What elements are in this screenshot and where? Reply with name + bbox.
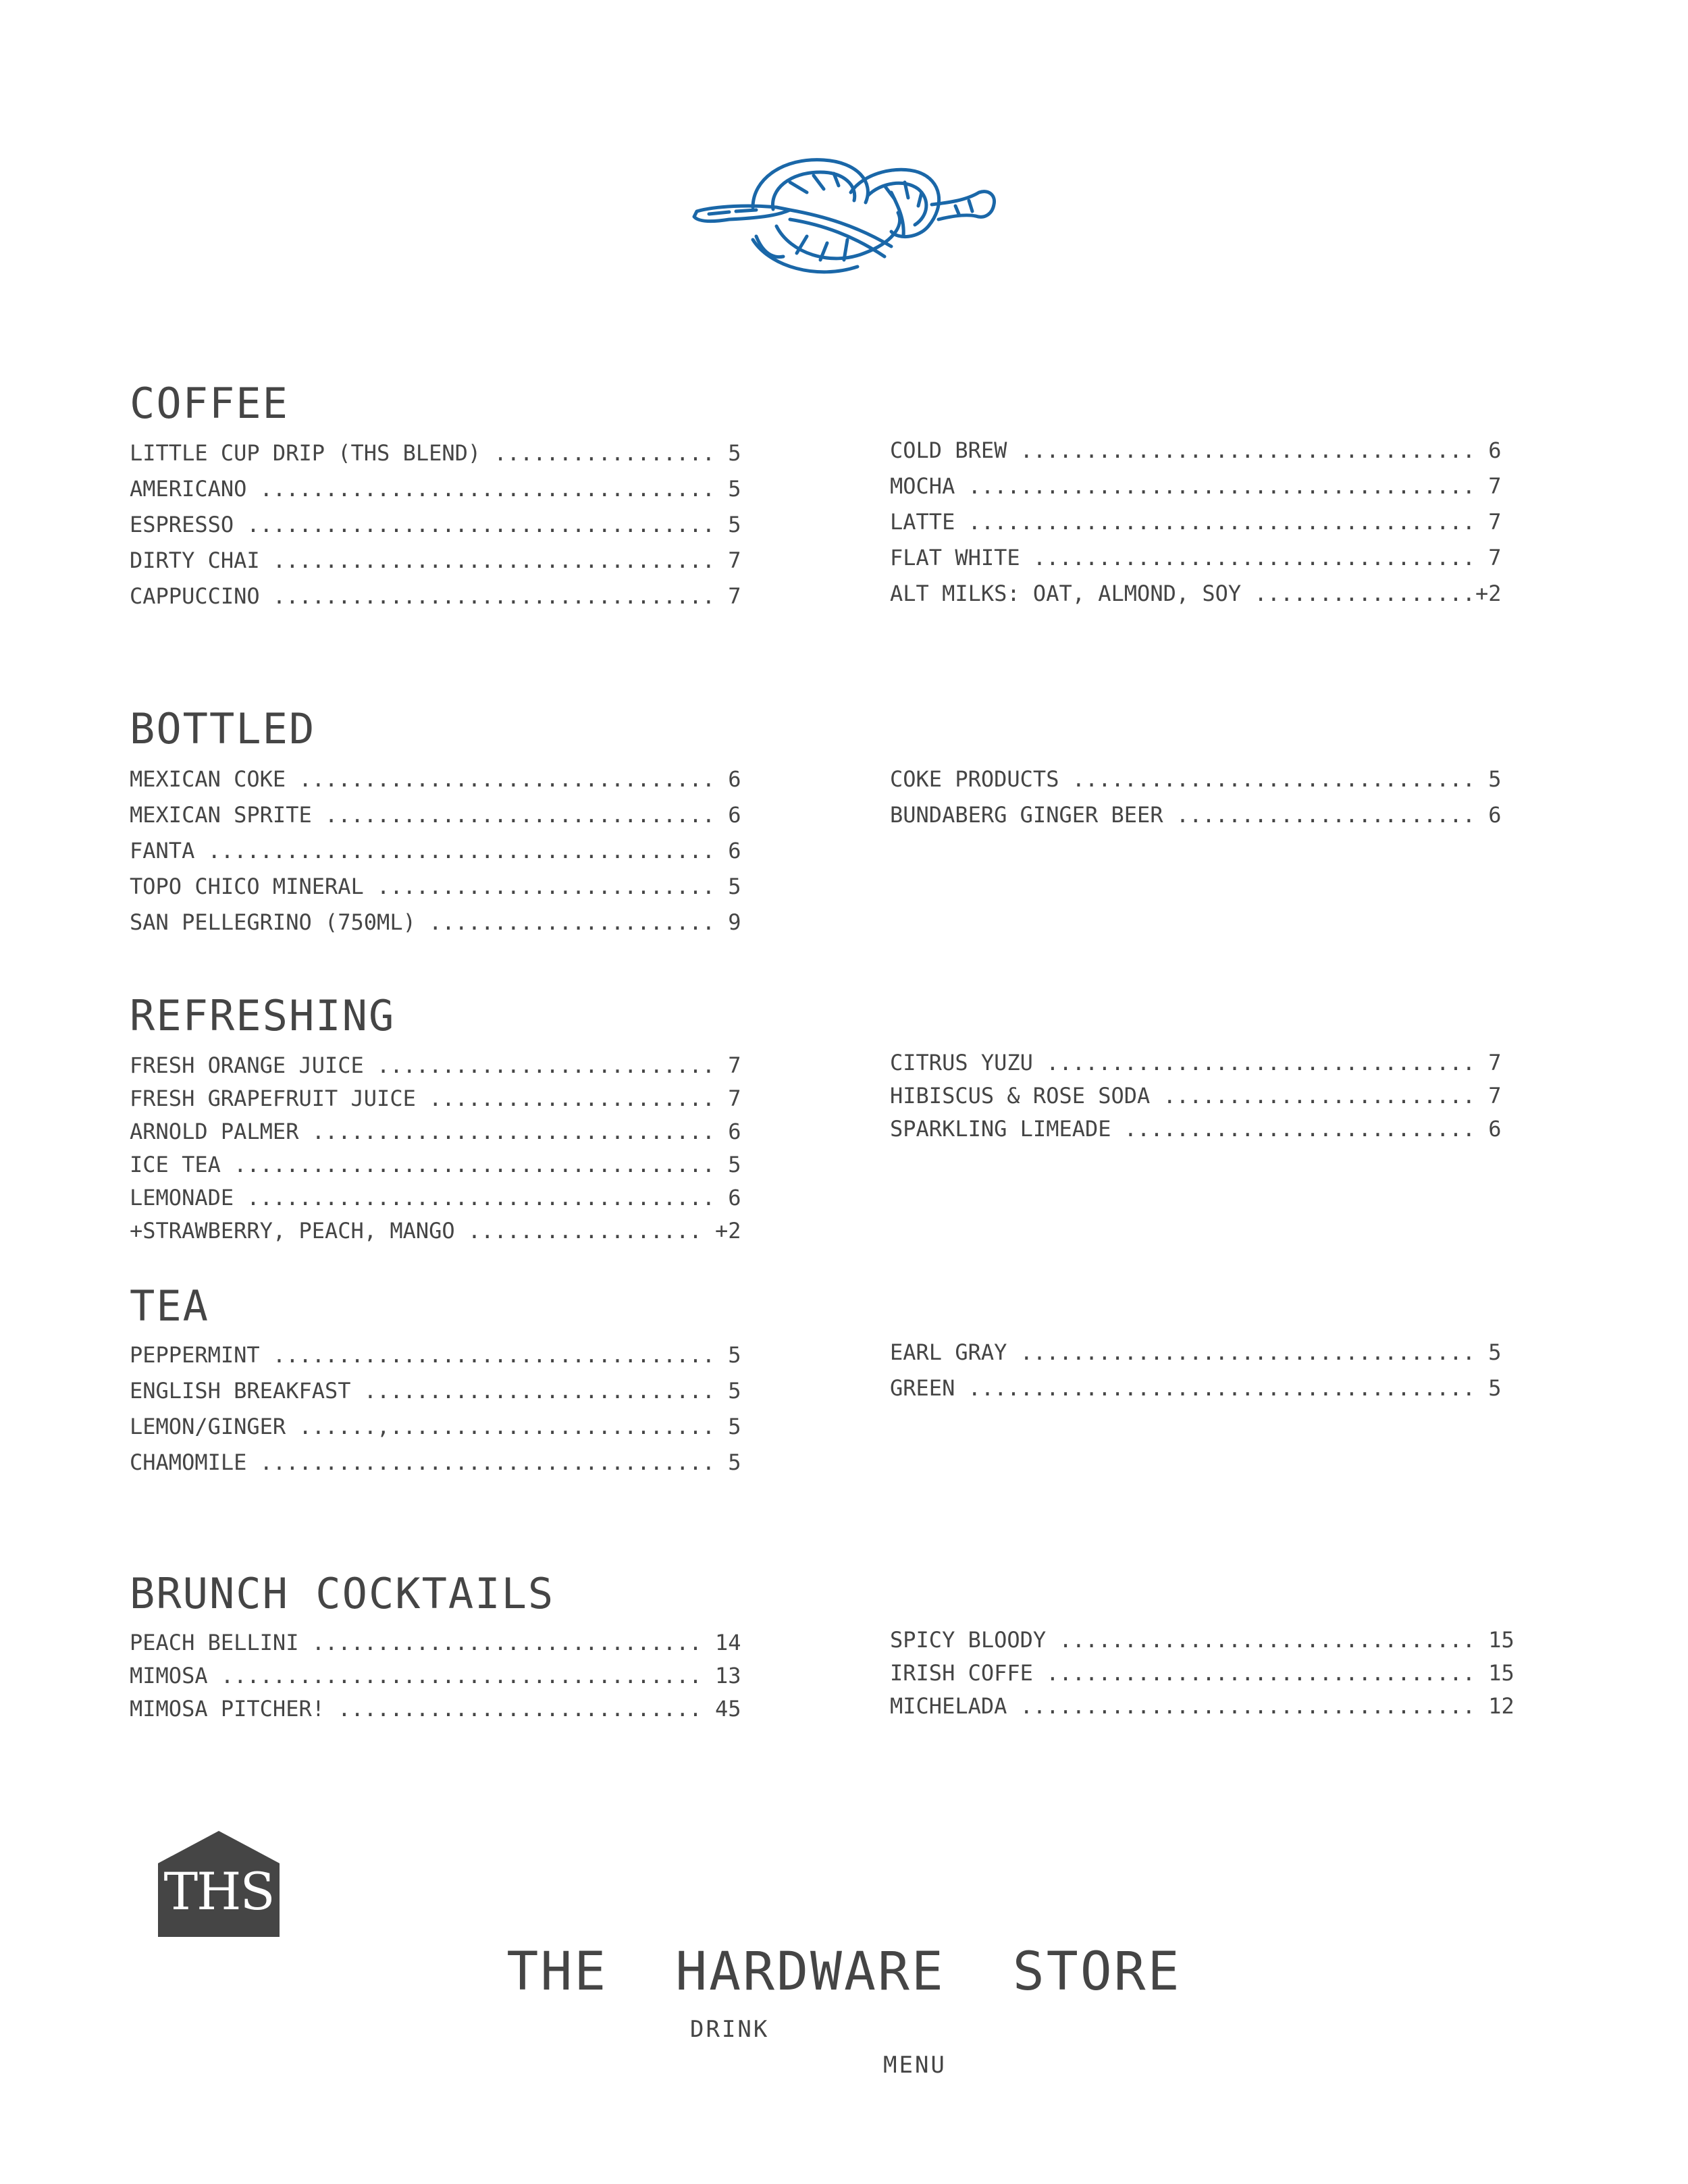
menu-item: COLD BREW ................................... 6 <box>890 437 1502 463</box>
menu-item: PEPPERMINT .................................. 5 <box>130 1342 741 1368</box>
section-title-refreshing: REFRESHING <box>130 991 396 1040</box>
menu-item: ARNOLD PALMER ............................... 6 <box>130 1119 741 1144</box>
section-title-bottled: BOTTLED <box>130 704 316 753</box>
menu-item: MEXICAN COKE ................................ 6 <box>130 766 741 792</box>
menu-item: MEXICAN SPRITE .............................. 6 <box>130 802 741 828</box>
section-title-brunch-cocktails: BRUNCH COCKTAILS <box>130 1569 555 1618</box>
menu-item: MICHELADA ................................... 12 <box>890 1693 1514 1719</box>
subtitle-menu: MENU <box>883 2052 947 2079</box>
menu-item: +STRAWBERRY, PEACH, MANGO .................. +2 <box>130 1218 741 1244</box>
menu-item: CAPPUCCINO .................................. 7 <box>130 583 741 609</box>
menu-item: SAN PELLEGRINO (750ML) ...................... 9 <box>130 909 741 935</box>
menu-item: CHAMOMILE ................................... 5 <box>130 1449 741 1475</box>
rope-knot-icon <box>689 152 999 280</box>
menu-item: MOCHA ....................................... 7 <box>890 473 1502 499</box>
brand-name: THE HARDWARE STORE <box>506 1942 1182 2002</box>
menu-item: MIMOSA ..................................... 13 <box>130 1663 741 1688</box>
menu-item: SPARKLING LIMEADE ........................... 6 <box>890 1116 1502 1142</box>
menu-item: FLAT WHITE .................................. 7 <box>890 545 1502 570</box>
menu-item: FRESH ORANGE JUICE .......................... 7 <box>130 1053 741 1078</box>
menu-item: PEACH BELLINI .............................. 14 <box>130 1630 741 1655</box>
menu-item: IRISH COFFE ................................. 15 <box>890 1660 1514 1686</box>
menu-item: LITTLE CUP DRIP (THS BLEND) ................. 5 <box>130 440 741 466</box>
menu-item: ALT MILKS: OAT, ALMOND, SOY .................+2 <box>890 581 1502 606</box>
menu-item: DIRTY CHAI .................................. 7 <box>130 548 741 573</box>
menu-item: FRESH GRAPEFRUIT JUICE ...................... 7 <box>130 1086 741 1111</box>
house-logo-icon <box>158 1831 280 1937</box>
menu-item: GREEN ....................................... 5 <box>890 1375 1502 1401</box>
logo-text: THS <box>163 1861 274 1921</box>
menu-item: SPICY BLOODY ................................ 15 <box>890 1627 1514 1653</box>
section-title-tea: TEA <box>130 1281 209 1331</box>
menu-item: ENGLISH BREAKFAST ........................... 5 <box>130 1378 741 1404</box>
menu-item: TOPO CHICO MINERAL .......................... 5 <box>130 874 741 899</box>
menu-item: AMERICANO ................................... 5 <box>130 476 741 502</box>
section-title-coffee: COFFEE <box>130 379 289 428</box>
menu-item: LEMON/GINGER ......,......................... 5 <box>130 1414 741 1439</box>
menu-item: ESPRESSO .................................... 5 <box>130 512 741 537</box>
menu-item: ICE TEA ..................................... 5 <box>130 1152 741 1177</box>
menu-item: LEMONADE .................................... 6 <box>130 1185 741 1210</box>
menu-item: HIBISCUS & ROSE SODA ........................ 7 <box>890 1083 1502 1109</box>
menu-item: MIMOSA PITCHER! ............................ 45 <box>130 1696 741 1722</box>
menu-item: LATTE ....................................... 7 <box>890 509 1502 535</box>
subtitle-drink: DRINK <box>690 2016 770 2043</box>
menu-item: BUNDABERG GINGER BEER ....................... 6 <box>890 802 1502 828</box>
menu-item: FANTA ....................................... 6 <box>130 838 741 863</box>
menu-item: COKE PRODUCTS ............................... 5 <box>890 766 1502 792</box>
menu-item: CITRUS YUZU ................................. 7 <box>890 1050 1502 1075</box>
menu-item: EARL GRAY ................................... 5 <box>890 1339 1502 1365</box>
